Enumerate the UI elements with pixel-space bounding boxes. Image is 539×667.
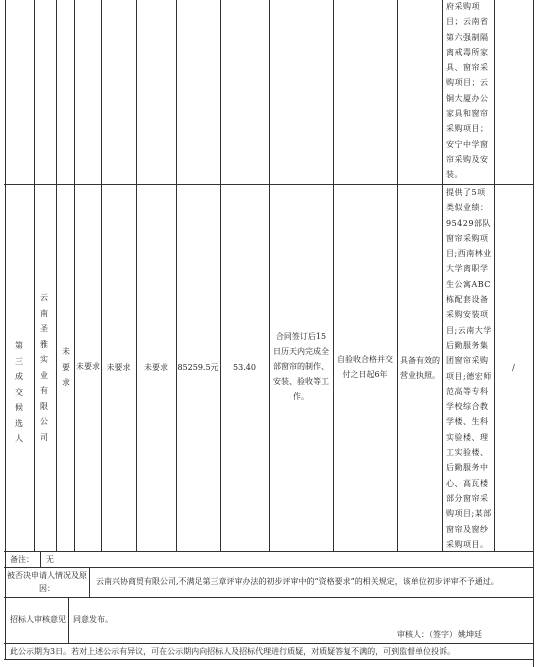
table-grid-line	[34, 0, 35, 551]
delivery-terms: 合同签订后15日历天内完成全部窗帘的制作、安装、验收等工作。	[273, 331, 329, 401]
table-border-left-lower	[5, 551, 6, 659]
row-divider	[4, 597, 534, 598]
row-divider	[4, 659, 534, 660]
past-performance: 提供了5项类似业绩：95429部队窗帘采购项目;西南林业大学离职学生公寓ABC栋配套设备采购安装项目;云南大学后勤服务集团窗帘采购项目;德宏师范高等专科学校综合教学楼、生科实验楼、理工实验楼、后勤服务中心、高瓦楼部分窗帘采购项目;某部窗帘及窗纱采购项目。	[446, 188, 492, 549]
table-grid-line	[176, 0, 177, 551]
rejected-text: 云南兴协商贸有限公司,不满足第三章评审办法的初步评审中的“资格要求”的相关规定，该单位初步评审不予通过。	[96, 577, 499, 586]
bid-price: 85259.5元	[177, 363, 219, 372]
score: 53.40	[233, 363, 256, 372]
notes-label: 备注：	[10, 555, 34, 564]
candidate-rank: 第三成交候选人	[15, 341, 23, 443]
performance-fragment: 府采购项目；云南省第六强制隔离戒毒所家具、窗帘采购项目；云铜大厦办公家具和窗帘采购项目；安宁中学窗帘采购及安装。	[446, 2, 489, 180]
review-divider	[68, 597, 69, 643]
remark: /	[512, 363, 515, 372]
table-grid-line	[494, 0, 495, 551]
warranty-period: 自验收合格并交付之日起6年	[337, 355, 393, 379]
table-grid-line	[442, 0, 443, 551]
row-divider	[4, 643, 534, 644]
rejected-divider	[89, 567, 90, 597]
table-grid-line	[220, 0, 221, 551]
review-opinion: 同意发布。	[73, 615, 113, 624]
table-grid-line	[56, 0, 57, 551]
table-border-left	[5, 0, 6, 551]
rejected-label: 被否决申请人情况及原因：	[7, 571, 87, 593]
table-grid-line	[74, 0, 75, 551]
publicity-notice: 此公示期为3日。若对上述公示有异议，可在公示期内向招标人及招标代理进行质疑，对质疑答复不满的，可到监督单位投诉。	[10, 647, 456, 656]
requirement-3: 未要求	[106, 363, 131, 372]
business-license: 具备有效的营业执照。	[400, 355, 440, 380]
notes-value: 无	[46, 555, 54, 564]
reviewer-name: 姚坤廷	[458, 630, 482, 639]
table-grid-line	[136, 0, 137, 551]
reviewer-signature-label: 审核人：（签字）	[397, 630, 457, 639]
requirement-4: 未要求	[144, 363, 168, 372]
table-grid-line	[101, 0, 102, 551]
requirement-2: 未要求	[76, 361, 100, 371]
candidate-company: 云南圣雅实业有限公司	[40, 293, 48, 442]
table-grid-line	[269, 0, 270, 551]
requirement-1: 未要求	[62, 347, 70, 387]
table-grid-line	[397, 0, 398, 551]
table-grid-line	[333, 0, 334, 551]
notes-divider	[40, 551, 41, 567]
review-label: 招标人审核意见	[10, 615, 66, 624]
